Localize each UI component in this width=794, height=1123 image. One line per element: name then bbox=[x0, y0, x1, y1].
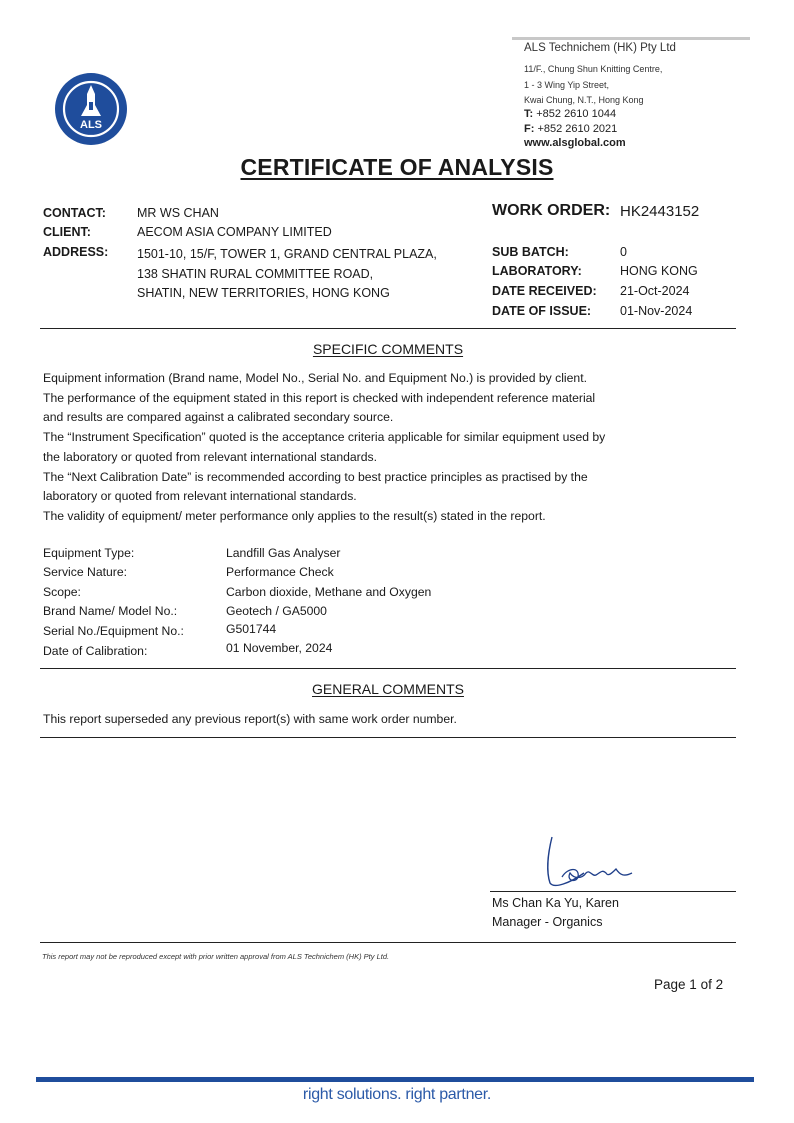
date-received-label: DATE RECEIVED: bbox=[492, 284, 597, 298]
company-phone-fax: T: +852 2610 1044 F: +852 2610 2021 bbox=[524, 108, 618, 135]
calibration-date-label: Date of Calibration: bbox=[43, 644, 148, 658]
tagline: right solutions. right partner. bbox=[302, 1086, 492, 1103]
service-nature-label: Service Nature: bbox=[43, 565, 127, 579]
specific-comments-heading: SPECIFIC COMMENTS bbox=[312, 341, 464, 357]
company-name: ALS Technichem (HK) Pty Ltd bbox=[524, 42, 676, 54]
laboratory-value: HONG KONG bbox=[620, 264, 698, 278]
reproduction-notice: This report may not be reproduced except with prior written approval from ALS Technichem (HK) Pty Ltd. bbox=[42, 952, 390, 961]
scope-label: Scope: bbox=[43, 585, 81, 599]
signatory-name: Ms Chan Ka Yu, Karen bbox=[492, 896, 619, 910]
equipment-type-value: Landfill Gas Analyser bbox=[226, 546, 341, 560]
client-label: CLIENT: bbox=[43, 225, 91, 239]
company-header-bar bbox=[512, 37, 750, 40]
laboratory-label: LABORATORY: bbox=[492, 264, 582, 278]
address-value: 1501-10, 15/F, TOWER 1, GRAND CENTRAL PLAZA, 138 SHATIN RURAL COMMITTEE ROAD, SHATIN, NEW TERRITORIES, HONG KONG bbox=[137, 247, 437, 300]
company-address: 11/F., Chung Shun Knitting Centre, 1 - 3 Wing Yip Street, Kwai Chung, N.T., Hong Kong bbox=[524, 64, 663, 105]
brand-model-label: Brand Name/ Model No.: bbox=[43, 604, 178, 618]
client-value: AECOM ASIA COMPANY LIMITED bbox=[137, 225, 332, 239]
date-received-value: 21-Oct-2024 bbox=[620, 284, 690, 298]
company-website[interactable]: www.alsglobal.com bbox=[524, 137, 626, 149]
equipment-type-label: Equipment Type: bbox=[43, 546, 135, 560]
footer-bar bbox=[36, 1077, 754, 1082]
general-comments-heading: GENERAL COMMENTS bbox=[312, 681, 464, 697]
sub-batch-label: SUB BATCH: bbox=[492, 245, 569, 259]
date-of-issue-value: 01-Nov-2024 bbox=[620, 304, 693, 318]
svg-text:ALS: ALS bbox=[80, 119, 102, 131]
work-order-label: WORK ORDER: bbox=[492, 202, 611, 219]
service-nature-value: Performance Check bbox=[226, 565, 334, 579]
date-of-issue-label: DATE OF ISSUE: bbox=[492, 304, 592, 318]
divider bbox=[40, 737, 736, 738]
serial-equipment-value: G501744 bbox=[226, 622, 277, 636]
general-comments-text: This report superseded any previous report(s) with same work order number. bbox=[43, 712, 457, 726]
signatory-title: Manager - Organics bbox=[492, 915, 603, 929]
scope-value: Carbon dioxide, Methane and Oxygen bbox=[226, 585, 432, 599]
divider bbox=[40, 942, 736, 943]
specific-comments-text: Equipment information (Brand name, Model No., Serial No. and Equipment No.) is provided by client. The performance of the equipment stated in this report is checked with independent reference material and results are compared against a calibrated secondary source. The “Instrument Specification” quoted is the acceptance criteria applicable for similar equipment used by the laboratory or quoted from relevant international standards. The “Next Calibration Date” is recommended according to best practice principles as practised by the laboratory or quoted from relevant international standards. The validity of equipment/ meter performance only applies to the result(s) stated in the report. bbox=[43, 371, 606, 523]
brand-model-value: Geotech / GA5000 bbox=[226, 604, 327, 618]
serial-equipment-label: Serial No./Equipment No.: bbox=[43, 624, 184, 638]
divider bbox=[40, 668, 736, 669]
contact-label: CONTACT: bbox=[43, 206, 106, 220]
calibration-date-value: 01 November, 2024 bbox=[226, 641, 333, 655]
divider bbox=[40, 328, 736, 329]
contact-value: MR WS CHAN bbox=[137, 206, 219, 220]
sub-batch-value: 0 bbox=[620, 245, 627, 259]
als-logo bbox=[54, 72, 128, 146]
work-order-value: HK2443152 bbox=[620, 203, 700, 220]
page-number: Page 1 of 2 bbox=[654, 977, 724, 992]
document-title: CERTIFICATE OF ANALYSIS bbox=[240, 154, 554, 180]
address-label: ADDRESS: bbox=[43, 245, 109, 259]
signature bbox=[540, 833, 640, 891]
signature-line bbox=[490, 891, 736, 892]
